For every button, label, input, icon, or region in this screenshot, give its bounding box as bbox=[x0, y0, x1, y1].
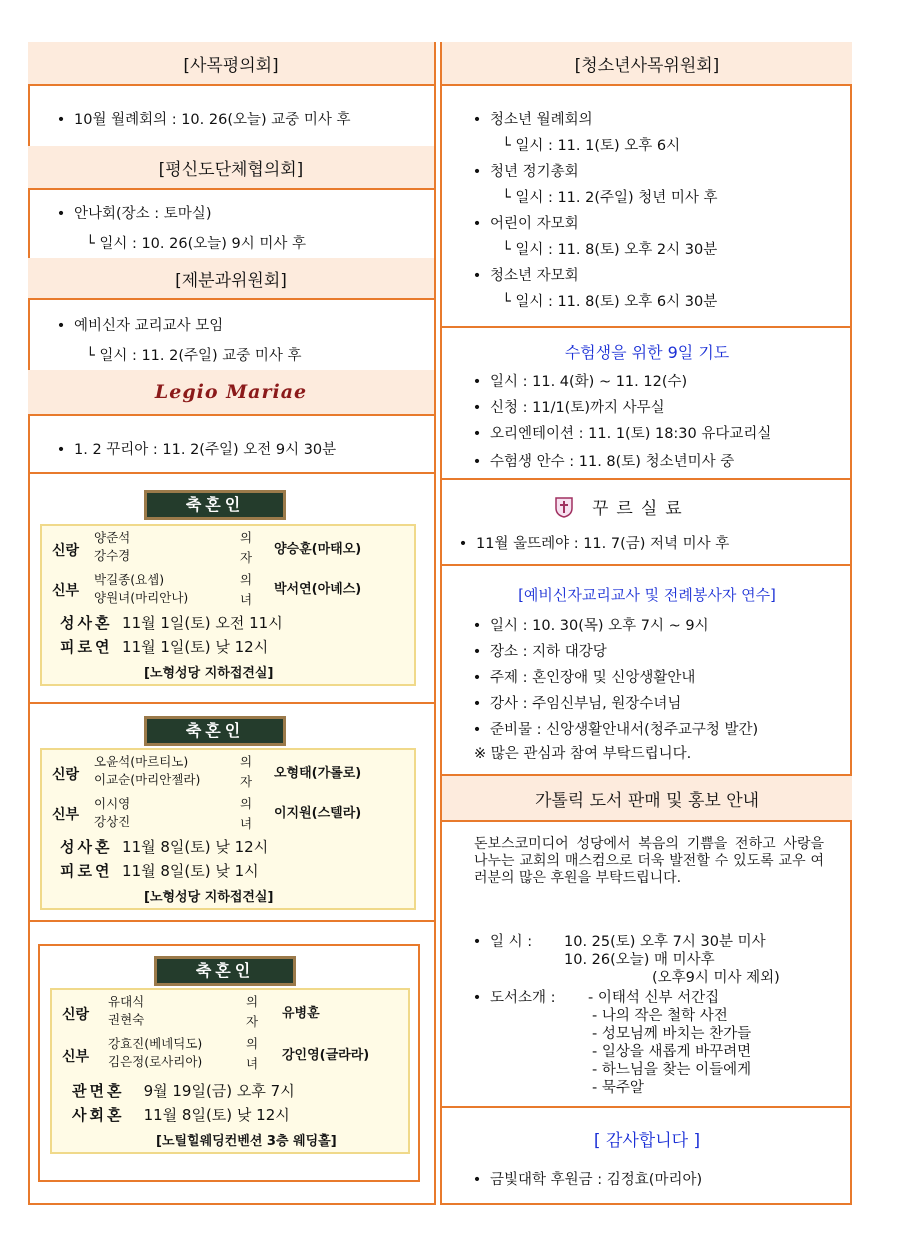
thanks-title: [ 감사합니다 ] bbox=[593, 1131, 701, 1151]
wedding-box-3 bbox=[50, 988, 410, 1154]
wedding-board-2: 축혼인 bbox=[144, 716, 286, 746]
legio-title: Legio Mariae bbox=[154, 381, 308, 403]
wedding-place-3: [노틸힐웨딩컨벤션 3층 웨딩홀] bbox=[156, 1134, 337, 1149]
exam-item-3: • 오리엔테이션 : 11. 1(토) 18:30 유다교리실 bbox=[472, 426, 772, 442]
bride-name: 박서연(아녜스) bbox=[274, 582, 362, 597]
groom-name: 오형태(가롤로) bbox=[274, 766, 362, 781]
rel-ui: 의 bbox=[246, 1036, 259, 1051]
groom-name: 양승훈(마태오) bbox=[274, 542, 362, 557]
pyeongsin-header bbox=[28, 146, 434, 190]
wedding-board-1: 축혼인 bbox=[144, 490, 286, 520]
rel-nyeo: 녀 bbox=[240, 592, 253, 607]
jebun-item: • 예비신자 교리교사 모임 bbox=[56, 318, 224, 334]
bride-mother: 양원녀(마리안나) bbox=[94, 590, 189, 605]
book-3: - 성모님께 바치는 찬가들 bbox=[592, 1026, 752, 1042]
groom-label: 신랑 bbox=[52, 767, 80, 783]
groom-mother: 권현숙 bbox=[108, 1012, 145, 1027]
bride-father: 박길종(요셉) bbox=[94, 572, 165, 587]
groom-father: 유대식 bbox=[108, 994, 145, 1009]
rel-ja: 자 bbox=[240, 774, 253, 789]
ceremony-2: 성사혼 11월 8일(토) 낮 12시 bbox=[60, 838, 269, 856]
jebun-header bbox=[28, 258, 434, 300]
groom-name: 유병훈 bbox=[282, 1006, 320, 1021]
rel-ui: 의 bbox=[240, 796, 253, 811]
bride-name: 이지원(스텔라) bbox=[274, 806, 362, 821]
wedding-place-2: [노형성당 지하접견실] bbox=[144, 890, 274, 905]
reception-1: 피로연 11월 1일(토) 낮 12시 bbox=[60, 638, 269, 656]
rel-ui: 의 bbox=[246, 994, 259, 1009]
wedding-board-3: 축혼인 bbox=[154, 956, 296, 986]
rel-ui: 의 bbox=[240, 530, 253, 545]
rel-ja: 자 bbox=[240, 550, 253, 565]
samok-item: • 10월 월례회의 : 10. 26(오늘) 교중 미사 후 bbox=[56, 112, 351, 128]
rel-nyeo: 녀 bbox=[240, 816, 253, 831]
youth-sub-3: └ 일시 : 11. 8(토) 오후 2시 30분 bbox=[502, 242, 718, 258]
column-divider bbox=[434, 42, 442, 1205]
bride-label: 신부 bbox=[52, 583, 80, 599]
bride-label: 신부 bbox=[62, 1049, 90, 1065]
books-date-1: 10. 25(토) 오후 7시 30분 미사 bbox=[564, 934, 766, 950]
books-date-label: • 일 시 : bbox=[472, 934, 533, 950]
training-item-5: • 준비물 : 신앙생활안내서(청주교구청 발간) bbox=[472, 722, 759, 738]
training-note: ※ 많은 관심과 참여 부탁드립니다. bbox=[474, 746, 692, 762]
cursillo-item: • 11월 울뜨레야 : 11. 7(금) 저녁 미사 후 bbox=[458, 536, 730, 552]
samok-header bbox=[28, 42, 434, 86]
bride-name: 강인영(글라라) bbox=[282, 1048, 370, 1063]
bride-mother: 강상진 bbox=[94, 814, 131, 829]
rel-nyeo: 녀 bbox=[246, 1056, 259, 1071]
jebun-title: [제분과위원회] bbox=[175, 270, 287, 291]
thanks-item: • 금빛대학 후원금 : 김정효(마리아) bbox=[472, 1172, 703, 1188]
youth-title: [청소년사목위원회] bbox=[574, 55, 720, 76]
book-1: - 이태석 신부 서간집 bbox=[588, 990, 720, 1006]
wedding-box-1 bbox=[40, 524, 416, 686]
samok-title: [사목평의회] bbox=[183, 55, 279, 76]
ceremony-3: 관면혼 9월 19일(금) 오후 7시 bbox=[72, 1082, 295, 1100]
rel-ja: 자 bbox=[246, 1014, 259, 1029]
jebun-sub: └ 일시 : 11. 2(주일) 교중 미사 후 bbox=[86, 348, 302, 364]
pyeongsin-title: [평신도단체협의회] bbox=[158, 159, 304, 180]
books-list-label: • 도서소개 : bbox=[472, 990, 556, 1006]
legio-header bbox=[28, 370, 434, 416]
youth-item-1: • 청소년 월례회의 bbox=[472, 112, 593, 128]
pyeongsin-sub: └ 일시 : 10. 26(오늘) 9시 미사 후 bbox=[86, 236, 306, 252]
rel-ui: 의 bbox=[240, 754, 253, 769]
book-5: - 하느님을 찾는 이들에게 bbox=[592, 1062, 752, 1078]
left-column bbox=[28, 42, 434, 1205]
cursillo-emblem-icon bbox=[554, 496, 574, 518]
groom-father: 오윤석(마르티노) bbox=[94, 754, 189, 769]
ceremony-1: 성사혼 11월 1일(토) 오전 11시 bbox=[60, 614, 283, 632]
cursillo-title: 꾸르실료 bbox=[592, 499, 690, 519]
exam-title: 수험생을 위한 9일 기도 bbox=[564, 343, 730, 362]
book-6: - 묵주알 bbox=[592, 1080, 644, 1096]
wedding-box-2 bbox=[40, 748, 416, 910]
youth-sub-2: └ 일시 : 11. 2(주일) 청년 미사 후 bbox=[502, 190, 718, 206]
book-2: - 나의 작은 철학 사전 bbox=[592, 1008, 728, 1024]
groom-mother: 강수경 bbox=[94, 548, 131, 563]
legio-item: • 1. 2 꾸리아 : 11. 2(주일) 오전 9시 30분 bbox=[56, 442, 337, 458]
exam-item-4: • 수험생 안수 : 11. 8(토) 청소년미사 중 bbox=[472, 454, 735, 470]
books-title: 가톨릭 도서 판매 및 홍보 안내 bbox=[534, 790, 760, 811]
books-header bbox=[442, 776, 852, 822]
groom-mother: 이교순(마리안젤라) bbox=[94, 772, 201, 787]
training-item-2: • 장소 : 지하 대강당 bbox=[472, 644, 607, 660]
training-item-3: • 주제 : 혼인장애 및 신앙생활안내 bbox=[472, 670, 696, 686]
reception-2: 피로연 11월 8일(토) 낮 1시 bbox=[60, 862, 259, 880]
training-title: [예비신자교리교사 및 전례봉사자 연수] bbox=[518, 586, 776, 604]
youth-item-4: • 청소년 자모회 bbox=[472, 268, 579, 284]
training-item-4: • 강사 : 주임신부님, 원장수녀님 bbox=[472, 696, 682, 712]
books-date-3: (오후9시 미사 제외) bbox=[652, 970, 780, 986]
books-paragraph: 돈보스코미디어 성당에서 복음의 기쁨을 전하고 사랑을 나누는 교회의 매스컴으로 더욱 발전할 수 있도록 교우 여러분의 많은 후원을 부탁드립니다. bbox=[474, 836, 824, 886]
groom-father: 양준석 bbox=[94, 530, 131, 545]
books-date-2: 10. 26(오늘) 매 미사후 bbox=[564, 952, 715, 968]
bride-father: 이시영 bbox=[94, 796, 131, 811]
training-item-1: • 일시 : 10. 30(목) 오후 7시 ~ 9시 bbox=[472, 618, 709, 634]
bride-father: 강효진(베네딕도) bbox=[108, 1036, 203, 1051]
youth-header bbox=[442, 42, 852, 86]
bride-mother: 김은정(로사리아) bbox=[108, 1054, 203, 1069]
reception-3: 사회혼 11월 8일(토) 낮 12시 bbox=[72, 1106, 290, 1124]
groom-label: 신랑 bbox=[52, 543, 80, 559]
groom-label: 신랑 bbox=[62, 1007, 90, 1023]
wedding-place-1: [노형성당 지하접견실] bbox=[144, 666, 274, 681]
bride-label: 신부 bbox=[52, 807, 80, 823]
pyeongsin-item: • 안나회(장소 : 토마실) bbox=[56, 206, 212, 222]
youth-item-2: • 청년 정기총회 bbox=[472, 164, 579, 180]
exam-item-2: • 신청 : 11/1(토)까지 사무실 bbox=[472, 400, 665, 416]
youth-sub-1: └ 일시 : 11. 1(토) 오후 6시 bbox=[502, 138, 681, 154]
exam-item-1: • 일시 : 11. 4(화) ~ 11. 12(수) bbox=[472, 374, 688, 390]
book-4: - 일상을 새롭게 바꾸려면 bbox=[592, 1044, 752, 1060]
right-column bbox=[442, 42, 852, 1205]
youth-item-3: • 어린이 자모회 bbox=[472, 216, 579, 232]
rel-ui: 의 bbox=[240, 572, 253, 587]
youth-sub-4: └ 일시 : 11. 8(토) 오후 6시 30분 bbox=[502, 294, 718, 310]
